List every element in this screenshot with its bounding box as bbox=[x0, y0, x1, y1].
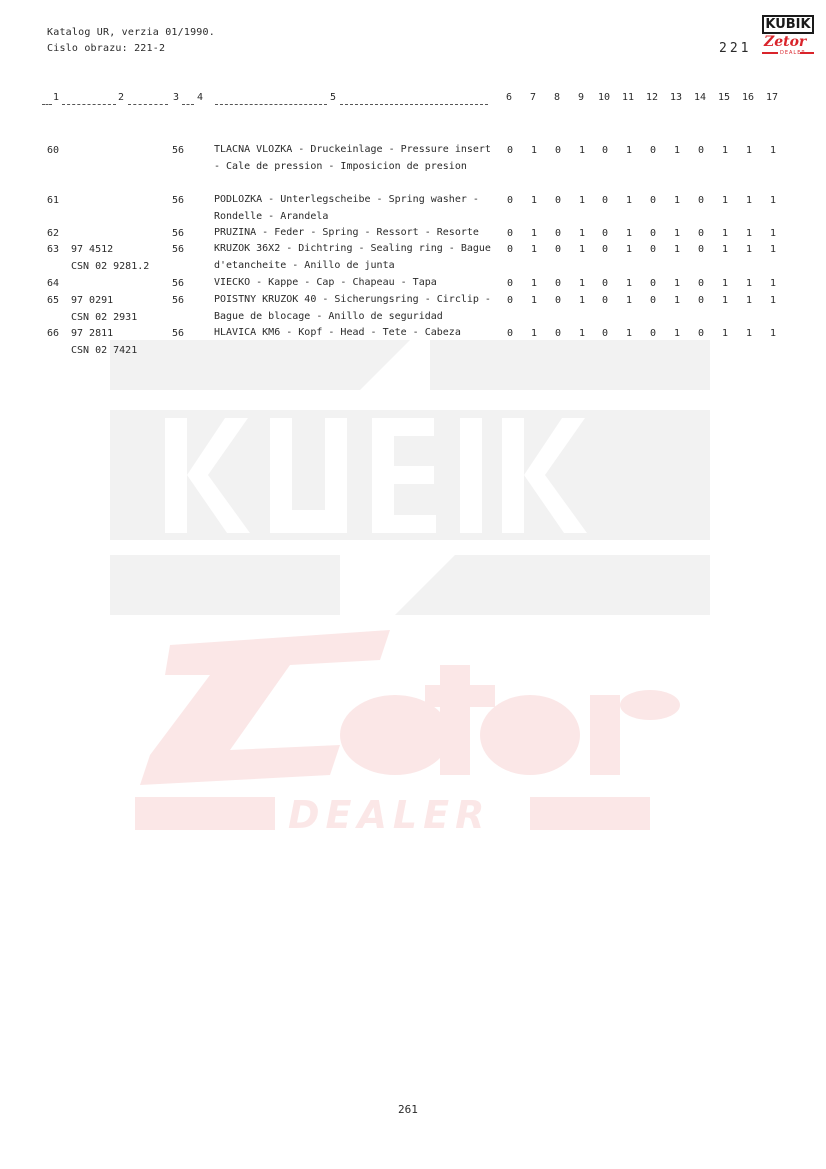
row-value: 0 bbox=[601, 295, 609, 306]
row-quantity: 56 bbox=[172, 145, 185, 156]
row-value: 1 bbox=[745, 278, 753, 289]
logo-kubik-text: KUBIK bbox=[762, 15, 814, 34]
row-value: 1 bbox=[769, 244, 777, 255]
row-value: 0 bbox=[506, 295, 514, 306]
col-header-2: 2 bbox=[118, 92, 125, 103]
row-value: 0 bbox=[697, 145, 705, 156]
row-part-number: 97 0291 bbox=[71, 295, 114, 306]
row-value: 1 bbox=[578, 195, 586, 206]
row-value: 1 bbox=[578, 295, 586, 306]
row-value: 0 bbox=[554, 145, 562, 156]
row-description: PODLOZKA - Unterlegscheibe - Spring washer - Rondelle - Arandela bbox=[214, 194, 479, 222]
row-description: HLAVICA KM6 - Kopf - Head - Tete - Cabeza bbox=[214, 327, 461, 338]
row-value: 0 bbox=[554, 195, 562, 206]
row-value: 1 bbox=[769, 195, 777, 206]
row-position: 60 bbox=[47, 145, 60, 156]
row-value: 0 bbox=[697, 244, 705, 255]
row-value: 1 bbox=[745, 195, 753, 206]
col-header-16: 16 bbox=[742, 92, 755, 103]
row-value: 0 bbox=[554, 295, 562, 306]
col-header-15: 15 bbox=[718, 92, 731, 103]
row-value: 0 bbox=[649, 328, 657, 339]
row-value: 0 bbox=[649, 228, 657, 239]
row-value: 0 bbox=[697, 195, 705, 206]
row-value: 0 bbox=[697, 278, 705, 289]
row-standard: CSN 02 2931 bbox=[71, 312, 138, 323]
logo-zetor-text: Zetor bbox=[764, 34, 807, 50]
watermark bbox=[110, 340, 710, 840]
row-value: 1 bbox=[769, 278, 777, 289]
row-value: 1 bbox=[673, 328, 681, 339]
row-value: 0 bbox=[649, 278, 657, 289]
row-value: 1 bbox=[673, 244, 681, 255]
row-value: 0 bbox=[697, 228, 705, 239]
row-value: 0 bbox=[601, 244, 609, 255]
row-value: 1 bbox=[530, 244, 538, 255]
row-value: 0 bbox=[506, 145, 514, 156]
row-value: 1 bbox=[745, 228, 753, 239]
row-value: 0 bbox=[697, 328, 705, 339]
page-number-footer: 261 bbox=[398, 1103, 418, 1116]
row-value: 1 bbox=[578, 244, 586, 255]
row-value: 0 bbox=[506, 328, 514, 339]
row-position: 62 bbox=[47, 228, 60, 239]
kubik-zetor-logo bbox=[760, 13, 816, 59]
row-value: 1 bbox=[673, 295, 681, 306]
row-value: 0 bbox=[649, 295, 657, 306]
row-value: 1 bbox=[530, 278, 538, 289]
row-value: 1 bbox=[530, 228, 538, 239]
row-value: 1 bbox=[625, 295, 633, 306]
row-value: 1 bbox=[673, 195, 681, 206]
row-value: 1 bbox=[673, 278, 681, 289]
row-value: 1 bbox=[625, 244, 633, 255]
row-value: 1 bbox=[721, 145, 729, 156]
row-value: 1 bbox=[578, 228, 586, 239]
row-standard: CSN 02 9281.2 bbox=[71, 261, 150, 272]
row-quantity: 56 bbox=[172, 244, 185, 255]
row-quantity: 56 bbox=[172, 295, 185, 306]
row-value: 1 bbox=[721, 228, 729, 239]
row-part-number: 97 2811 bbox=[71, 328, 114, 339]
row-description: KRUZOK 36X2 - Dichtring - Sealing ring - Bague d'etancheite - Anillo de junta bbox=[214, 243, 491, 271]
row-value: 1 bbox=[625, 195, 633, 206]
row-quantity: 56 bbox=[172, 195, 185, 206]
row-part-number: 97 4512 bbox=[71, 244, 114, 255]
row-value: 1 bbox=[769, 328, 777, 339]
figure-number: Cislo obrazu: 221-2 bbox=[47, 43, 166, 54]
row-value: 1 bbox=[625, 278, 633, 289]
row-value: 1 bbox=[745, 244, 753, 255]
row-value: 0 bbox=[601, 145, 609, 156]
row-value: 0 bbox=[506, 228, 514, 239]
row-value: 1 bbox=[625, 228, 633, 239]
watermark-dealer-text: DEALER bbox=[288, 793, 491, 837]
row-value: 1 bbox=[721, 328, 729, 339]
row-value: 0 bbox=[554, 228, 562, 239]
row-value: 0 bbox=[554, 278, 562, 289]
row-position: 63 bbox=[47, 244, 60, 255]
row-value: 1 bbox=[530, 328, 538, 339]
row-value: 1 bbox=[578, 145, 586, 156]
col-header-13: 13 bbox=[670, 92, 683, 103]
row-value: 0 bbox=[649, 145, 657, 156]
row-value: 1 bbox=[721, 244, 729, 255]
row-value: 1 bbox=[769, 145, 777, 156]
row-value: 0 bbox=[601, 228, 609, 239]
col-header-3: 3 bbox=[173, 92, 180, 103]
row-description: POISTNY KRUZOK 40 - Sicherungsring - Circlip - Bague de blocage - Anillo de seguridad bbox=[214, 294, 491, 322]
row-quantity: 56 bbox=[172, 328, 185, 339]
row-value: 1 bbox=[673, 145, 681, 156]
row-value: 1 bbox=[530, 195, 538, 206]
col-header-14: 14 bbox=[694, 92, 707, 103]
row-value: 1 bbox=[530, 295, 538, 306]
row-value: 1 bbox=[578, 328, 586, 339]
row-value: 1 bbox=[721, 295, 729, 306]
row-value: 0 bbox=[697, 295, 705, 306]
row-value: 1 bbox=[578, 278, 586, 289]
row-standard: CSN 02 7421 bbox=[71, 345, 138, 356]
row-value: 1 bbox=[745, 295, 753, 306]
row-position: 66 bbox=[47, 328, 60, 339]
col-header-9: 9 bbox=[578, 92, 585, 103]
row-value: 1 bbox=[625, 145, 633, 156]
row-value: 0 bbox=[506, 278, 514, 289]
row-value: 0 bbox=[601, 195, 609, 206]
row-value: 1 bbox=[625, 328, 633, 339]
row-quantity: 56 bbox=[172, 228, 185, 239]
col-header-5: 5 bbox=[330, 92, 337, 103]
row-position: 65 bbox=[47, 295, 60, 306]
col-header-6: 6 bbox=[506, 92, 513, 103]
page-number-top: 221 bbox=[719, 41, 752, 56]
col-header-10: 10 bbox=[598, 92, 611, 103]
col-header-1: 1 bbox=[53, 92, 60, 103]
row-value: 0 bbox=[554, 244, 562, 255]
row-value: 0 bbox=[506, 195, 514, 206]
row-position: 64 bbox=[47, 278, 60, 289]
col-header-8: 8 bbox=[554, 92, 561, 103]
row-value: 1 bbox=[769, 228, 777, 239]
col-header-7: 7 bbox=[530, 92, 537, 103]
col-header-11: 11 bbox=[622, 92, 635, 103]
row-value: 0 bbox=[649, 195, 657, 206]
col-header-17: 17 bbox=[766, 92, 779, 103]
row-value: 1 bbox=[769, 295, 777, 306]
row-description: TLACNA VLOZKA - Druckeinlage - Pressure insert - Cale de pression - Imposicion de presion bbox=[214, 144, 491, 172]
row-value: 1 bbox=[745, 145, 753, 156]
row-value: 0 bbox=[506, 244, 514, 255]
row-position: 61 bbox=[47, 195, 60, 206]
row-value: 1 bbox=[721, 278, 729, 289]
row-value: 0 bbox=[649, 244, 657, 255]
row-value: 1 bbox=[673, 228, 681, 239]
row-value: 1 bbox=[721, 195, 729, 206]
row-value: 0 bbox=[601, 278, 609, 289]
col-header-12: 12 bbox=[646, 92, 659, 103]
row-value: 1 bbox=[530, 145, 538, 156]
row-value: 1 bbox=[745, 328, 753, 339]
row-description: PRUZINA - Feder - Spring - Ressort - Resorte bbox=[214, 227, 479, 238]
catalog-version: Katalog UR, verzia 01/1990. bbox=[47, 27, 215, 38]
logo-dealer-text: DEALER bbox=[780, 50, 806, 56]
row-value: 0 bbox=[554, 328, 562, 339]
row-quantity: 56 bbox=[172, 278, 185, 289]
col-header-4: 4 bbox=[197, 92, 204, 103]
row-description: VIECKO - Kappe - Cap - Chapeau - Tapa bbox=[214, 277, 437, 288]
row-value: 0 bbox=[601, 328, 609, 339]
